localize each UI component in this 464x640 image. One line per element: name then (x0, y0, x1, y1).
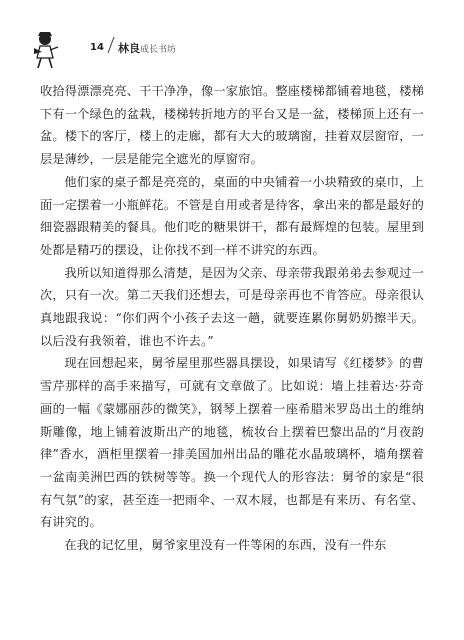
page-number: 14 (90, 42, 104, 53)
paragraph: 他们家的桌子都是亮亮的，桌面的中央铺着一小块精致的桌巾，上面一定摆着一小瓶鲜花。不管是自用或者是待客，拿出来的都是最好的细瓷器跟精美的餐具。他们吃的糖果饼干，都有最辉煌的包装。屋里到处都是精巧的摆设，让你找不到一样不讲究的东西。 (40, 174, 425, 257)
page-header (28, 30, 438, 70)
header-divider (106, 36, 116, 54)
paragraph: 收拾得漂漂亮亮、干干净净，像一家旅馆。整座楼梯都铺着地毯，楼梯下有一个绿色的盆栽，楼梯转折地方的平台又是一盆，楼梯顶上还有一盆。楼下的客厅，楼上的走廊，都有大大的玻璃窗，挂着双层窗帘，一层是薄纱，一层是能完全遮光的厚窗帘。 (40, 84, 425, 167)
book-title-sub: 成长书坊 (140, 45, 177, 55)
book-title (118, 40, 176, 56)
paragraph: 在我的记忆里，舅爷家里没有一件等闲的东西，没有一件东 (64, 538, 387, 553)
reading-boy-icon (28, 30, 62, 70)
paragraph: 现在回想起来，舅爷屋里那些器具摆设，如果请写《红楼梦》的曹雪芹那样的高手来描写，可就有文章做了。比如说：墙上挂着达·芬奇画的一幅《蒙娜丽莎的微笑》，钢琴上摆着一座希腊米罗岛出土的维纳斯雕像，地上铺着波斯出产的地毯，梳妆台上摆着巴黎出品的“月夜韵律”香水，酒柜里摆着一排美国加州出品的雕花水晶玻璃杯，墙角摆着一盆南美洲巴西的铁树等等。换一个现代人的形容法：舅爷的家是“很有气氛”的家，甚至连一把雨伞、一双木屐，也都是有来历、有名堂、有讲究的。 (40, 356, 424, 530)
book-title-main: 林良 (118, 42, 140, 55)
body-text (40, 80, 424, 557)
paragraph: 我所以知道得那么清楚，是因为父亲、母亲带我跟弟弟去参观过一次，只有一次。第二天我们还想去，可是母亲再也不肯答应。母亲很认真地跟我说：“你们两个小孩子去这一趟，就要连累你舅奶奶擦半天。以后没有我领着，谁也不许去。” (40, 265, 425, 348)
